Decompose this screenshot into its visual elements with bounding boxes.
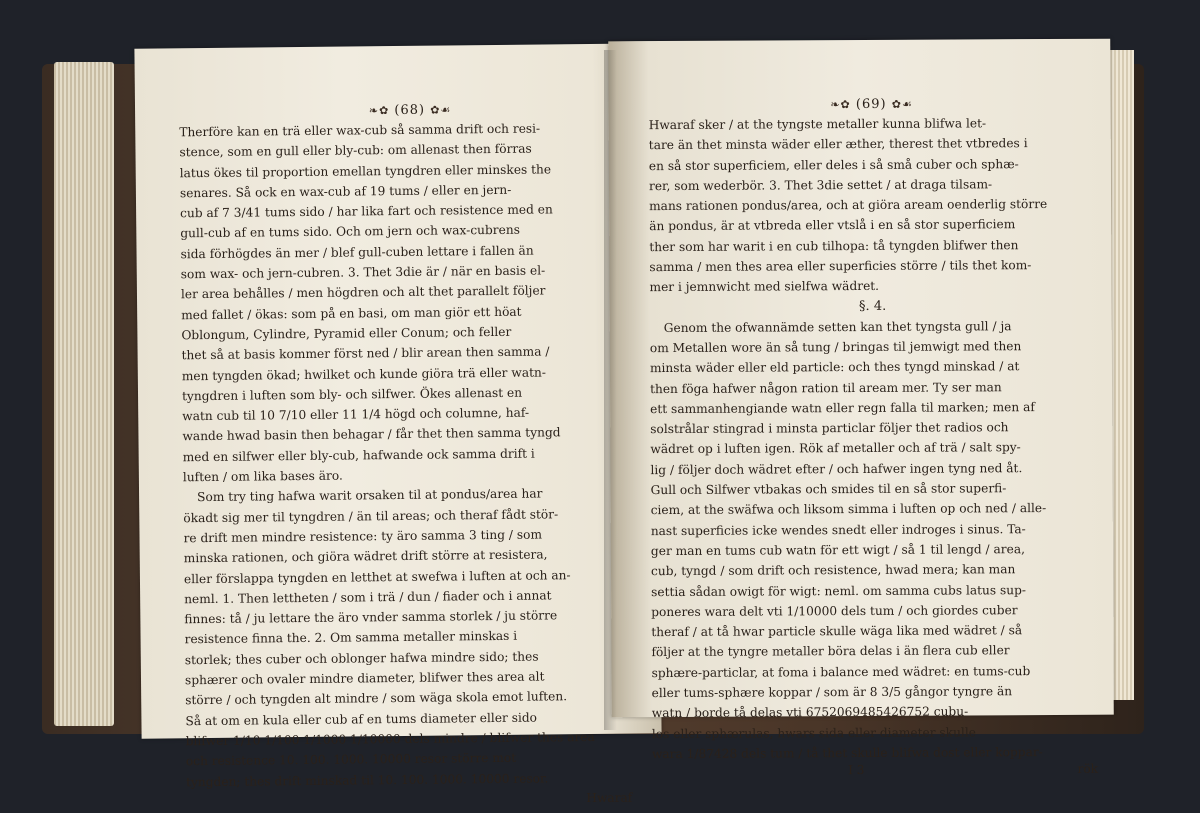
text-line: mans rationen pondus/area, och at giöra aream oenderlig större	[649, 197, 1048, 214]
text-line: tyngdren i luften som bly- och silfwer. Ökes allenast en	[181, 385, 523, 404]
text-line: solstrålar stingrad i minsta particlar följer thet radios och	[650, 420, 1009, 437]
text-line: större / och tyngden alt mindre / som wäga skola emot luften.	[185, 689, 568, 708]
right-page-footer	[652, 762, 1098, 784]
text-line: rer, som wederbör. 3. Thet 3die settet / at draga tilsam-	[648, 177, 993, 193]
text-line: ökadt sig mer til tyngdren / än til areas; och theraf fådt stör-	[183, 506, 559, 525]
text-line: eller tums-sphære koppar / som är 8 3/5 gångor tyngre än	[651, 684, 1013, 701]
text-line: cub, tyngd / som drift och resistence, hwad mera; kan man	[650, 562, 1016, 579]
text-line: minska rationen, och giöra wädret drift större at resistera,	[183, 547, 548, 566]
text-line: resistence finna the. 2. Om samma metaller minskas i	[184, 629, 518, 647]
left-catchword: Hwaraf	[586, 790, 633, 805]
right-page-text-continued	[650, 315, 1098, 764]
text-line: sida förhögdes än mer / blef gull-cuben lettare i fallen än	[180, 243, 534, 262]
right-page-body	[649, 95, 1099, 785]
text-line: latus ökes til proportion emellan tyngdren eller minskes the	[179, 161, 552, 180]
ornament-right-icon: ✿☙	[891, 97, 913, 111]
text-line: Genom the ofwannämde setten kan thet tyngsta gull / ja	[663, 318, 1012, 335]
signature-mark: I 3	[848, 763, 865, 778]
text-line: med en silfwer eller bly-cub, hafwande ock samma drift i	[182, 446, 535, 465]
ornament-right-icon: ✿☙	[430, 103, 452, 117]
text-line: senares. Så ock en wax-cub af 19 tums / eller en jern-	[179, 182, 512, 201]
right-page-text	[649, 113, 1096, 298]
text-line: men tyngden ökad; hwilket och kunde giöra trä eller watn-	[181, 365, 546, 383]
text-line: ett sammanhengiande watn eller regn falla til marken; men af	[650, 399, 1035, 416]
left-page-body	[179, 99, 648, 812]
text-line: Så at om en kula eller cub af en tums diameter eller sido	[185, 710, 538, 728]
text-line: stence, som en gull eller bly-cub: om allenast then förras	[179, 141, 532, 160]
text-line: som wax- och jern-cubren. 3. Thet 3die är / när en basis el-	[180, 263, 546, 282]
text-line: cub af 7 3/41 tums sido / har lika fart och resistence med en	[180, 202, 553, 221]
text-line: Gull och Silfwer vtbakas och smides til en så stor superfi-	[650, 481, 1007, 498]
text-line: mer i jemnwicht med sielfwa wädret.	[649, 279, 880, 295]
left-page-text	[179, 117, 648, 792]
text-line: neml. 1. Then lettheten / som i trä / dun / fiader och i annat	[184, 588, 552, 607]
text-line: then föga hafwer någon ration til aream mer. Ty ser man	[650, 379, 1002, 396]
section-heading: §. 4.	[858, 298, 887, 314]
text-line: ger man en tums cub watn för ett wigt / så 1 til lengd / area,	[650, 542, 1026, 559]
text-line: ther som har warit i en cub tilhopa: tå tyngden blifwer then	[649, 237, 1019, 254]
ornament-left-icon: ❧✿	[368, 104, 390, 118]
text-line: än pondus, är at vtbreda eller vtslå i en så stor superficiem	[649, 217, 1016, 234]
text-line: re drift men mindre resistence: ty äro samma 3 ting / som	[183, 527, 543, 546]
right-catchword: rök	[1077, 761, 1099, 777]
text-line: följer at the tyngre metaller böra delas i än flera cub eller	[651, 643, 1010, 660]
text-line: minsta wäder eller eld particle: och thes tyngd minskad / at	[649, 359, 1020, 376]
text-line: Oblongum, Cylindre, Pyramid eller Conum; och feller	[181, 324, 512, 343]
text-line: med fallet / ökas: som på en basi, om man giör ett höat	[181, 304, 522, 322]
text-line: Som try ting hafwa warit orsaken til at pondus/area har	[197, 486, 543, 505]
text-line: wädret op i luften igen. Rök af metaller och af trä / salt spy-	[650, 440, 1021, 457]
right-page-header	[649, 95, 1095, 115]
left-page-edges	[54, 62, 114, 726]
text-line: eller förslappa tyngden en letthet at swefwa i luften at och an-	[183, 567, 571, 586]
text-line: settia sådan owigt för wigt: neml. om samma cubs latus sup-	[651, 582, 1027, 599]
text-line: tyngden; thes drift minskad til 10. 100. 1000. 10000 resor.	[186, 770, 549, 789]
text-line: blifwer 1/10 1/100 1/1000 1/10000 dels mindre / blifwer thes area	[185, 729, 595, 749]
text-line: wande hwad basin then behagar / får thet then samma tyngd	[182, 425, 561, 444]
text-line: luften / om lika bases äro.	[182, 468, 343, 485]
text-line: en så stor superficiem, eller deles i så små cuber och sphæ-	[648, 156, 1019, 173]
text-line: sphærer och ovaler mindre diameter, blifwer thes area alt	[184, 669, 545, 688]
text-line: watn cub til 10 7/10 eller 11 1/4 högd och columne, haf-	[182, 405, 530, 424]
text-line: storlek; thes cuber och oblonger hafwa mindre sido; thes	[184, 649, 539, 667]
text-line: gull-cub af en tums sido. Och om jern och wax-cubrens	[180, 223, 520, 241]
text-line: finnes: tå / ju lettare the äro vnder samma storlek / ju större	[184, 608, 558, 627]
open-book	[42, 36, 1148, 805]
right-page-number: (69)	[855, 96, 887, 113]
text-line: ler area behålles / men högdren och alt thet parallelt följer	[180, 283, 546, 302]
text-line: watn / borde tå delas vti 6752069485426752 cubu-	[651, 704, 969, 721]
text-line: samma / men thes area eller superficies större / tils thet kom-	[649, 258, 1032, 275]
text-line: och resistence 10. 100. 1000. 10000 resor större mot	[185, 750, 517, 769]
text-line: wara 1/87428 dels tum / tå thet skulle blifwa dost eller koppar-	[651, 744, 1043, 762]
ornament-left-icon: ❧✿	[830, 98, 851, 112]
right-page	[608, 39, 1114, 778]
text-line: sphære-particlar, at foma i balance med wädret: en tums-cub	[651, 663, 1031, 680]
text-line: om Metallen wore än så tung / bringas til jemwigt med then	[649, 339, 1022, 356]
text-line: poneres wara delt vti 1/10000 dels tum / och giordes cuber	[651, 603, 1018, 619]
text-line: tare än thet minsta wäder eller æther, therest thet vtbredes i	[648, 136, 1028, 153]
book-gutter	[604, 50, 620, 730]
text-line: ciem, at the swäfwa och liksom simma i luften op och ned / alle-	[650, 501, 1047, 518]
text-line: theraf / at tå hwar particle skulle wäga lika med wädret / så	[651, 623, 1023, 640]
left-page-number: (68)	[394, 102, 426, 119]
left-page	[134, 43, 661, 805]
text-line: Therföre kan en trä eller wax-cub så samma drift och resi-	[179, 121, 541, 140]
text-line: thet så at basis kommer först ned / blir arean then samma /	[181, 344, 550, 363]
text-line: Hwaraf sker / at the tyngste metaller kunna blifwa let-	[648, 116, 987, 133]
text-line: los eller sphærulas, hwars sida eller diameter skulle	[651, 725, 976, 741]
text-line: nast superficies icke wendes snedt eller indroges i sinus. Ta-	[650, 521, 1026, 538]
text-line: lig / följer doch wädret efter / och hafwer ingen tyng ned åt.	[650, 460, 1023, 477]
